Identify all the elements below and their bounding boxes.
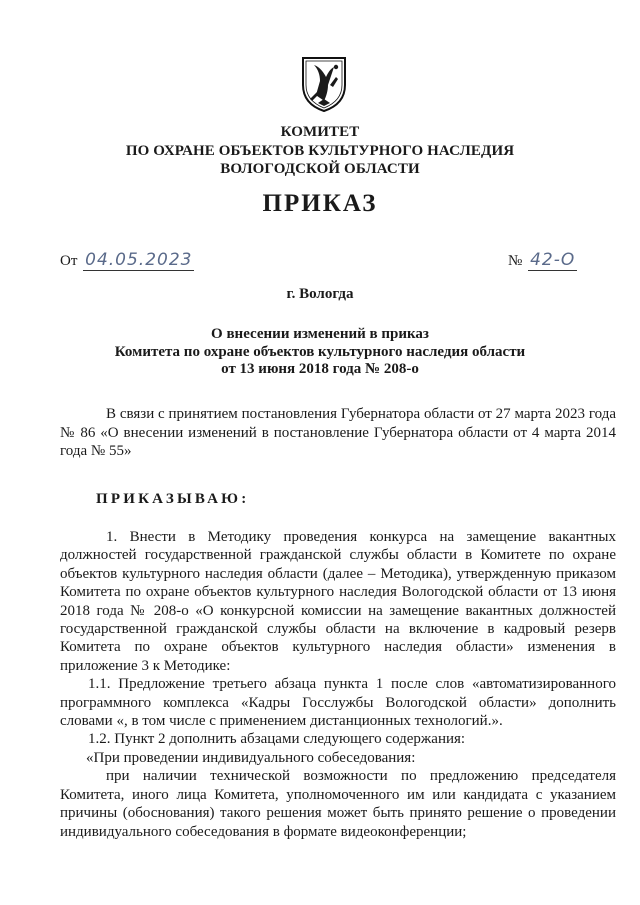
paragraph-1: 1. Внести в Методику проведения конкурса на замещение вакантных должностей государственной гражданской службы области в Комитете по охране объектов культурного наследия области (далее – Методика), утвержденную приказом Комитета по охране объектов культурного наследия Вологодской области от 13 июня 2018 года № 208-о «О конкурсной комиссии на замещение вакантных должностей государственной гражданской службы области на включение в кадровый резерв Комитета по охране объектов культурного наследия области» изменения в приложение 3 к Методике: (60, 529, 616, 674)
title-line-2: Комитета по охране объектов культурного наследия области (114, 343, 526, 360)
date-label: От (60, 253, 78, 269)
paragraph-1-1: 1.1. Предложение третьего абзаца пункта 1 после слов «автоматизированного программного комплекса «Кадры Госслужбы Вологодской области» дополнить словами «, в том числе с применением дистанционных технологий.». (60, 676, 616, 730)
date-value: 04.05.2023 (85, 250, 193, 270)
title-line-3: от 13 июня 2018 года № 208-о (221, 361, 419, 377)
quote-paragraph-1: «При проведении индивидуального собеседования: (86, 749, 416, 766)
preamble-text: В связи с принятием постановления Губернатора области от 27 марта 2023 года № 86 «О внесении изменений в постановление Губернатора области от 4 марта 2014 года № 55» (60, 406, 616, 460)
org-name-line-2: ПО ОХРАНЕ ОБЪЕКТОВ КУЛЬТУРНОГО НАСЛЕДИЯ (125, 142, 515, 159)
coat-of-arms-icon (300, 55, 348, 113)
document-type: ПРИКАЗ (262, 190, 378, 217)
main-text (60, 528, 616, 841)
document-title (0, 326, 640, 379)
quote-paragraph-2: при наличии технической возможности по предложению председателя Комитета, иного лица Комитета, уполномоченного им или кандидата с указанием причины (обоснования) такого решения может быть принято решение о проведении индивидуального собеседования в формате видеоконференции; (60, 768, 616, 840)
preamble (60, 405, 616, 461)
number-label: № (508, 253, 523, 269)
organization-header (0, 123, 640, 179)
org-name-line-1: КОМИТЕТ (280, 124, 360, 140)
date-row (60, 250, 194, 270)
number-value: 42-О (530, 250, 576, 270)
city: г. Вологда (286, 286, 354, 302)
number-row (508, 250, 577, 270)
paragraph-1-2: 1.2. Пункт 2 дополнить абзацами следующего содержания: (88, 731, 466, 748)
title-line-1: О внесении изменений в приказ (211, 326, 429, 342)
org-name-line-3: ВОЛОГОДСКОЙ ОБЛАСТИ (220, 161, 420, 177)
order-word: ПРИКАЗЫВАЮ: (96, 491, 250, 507)
